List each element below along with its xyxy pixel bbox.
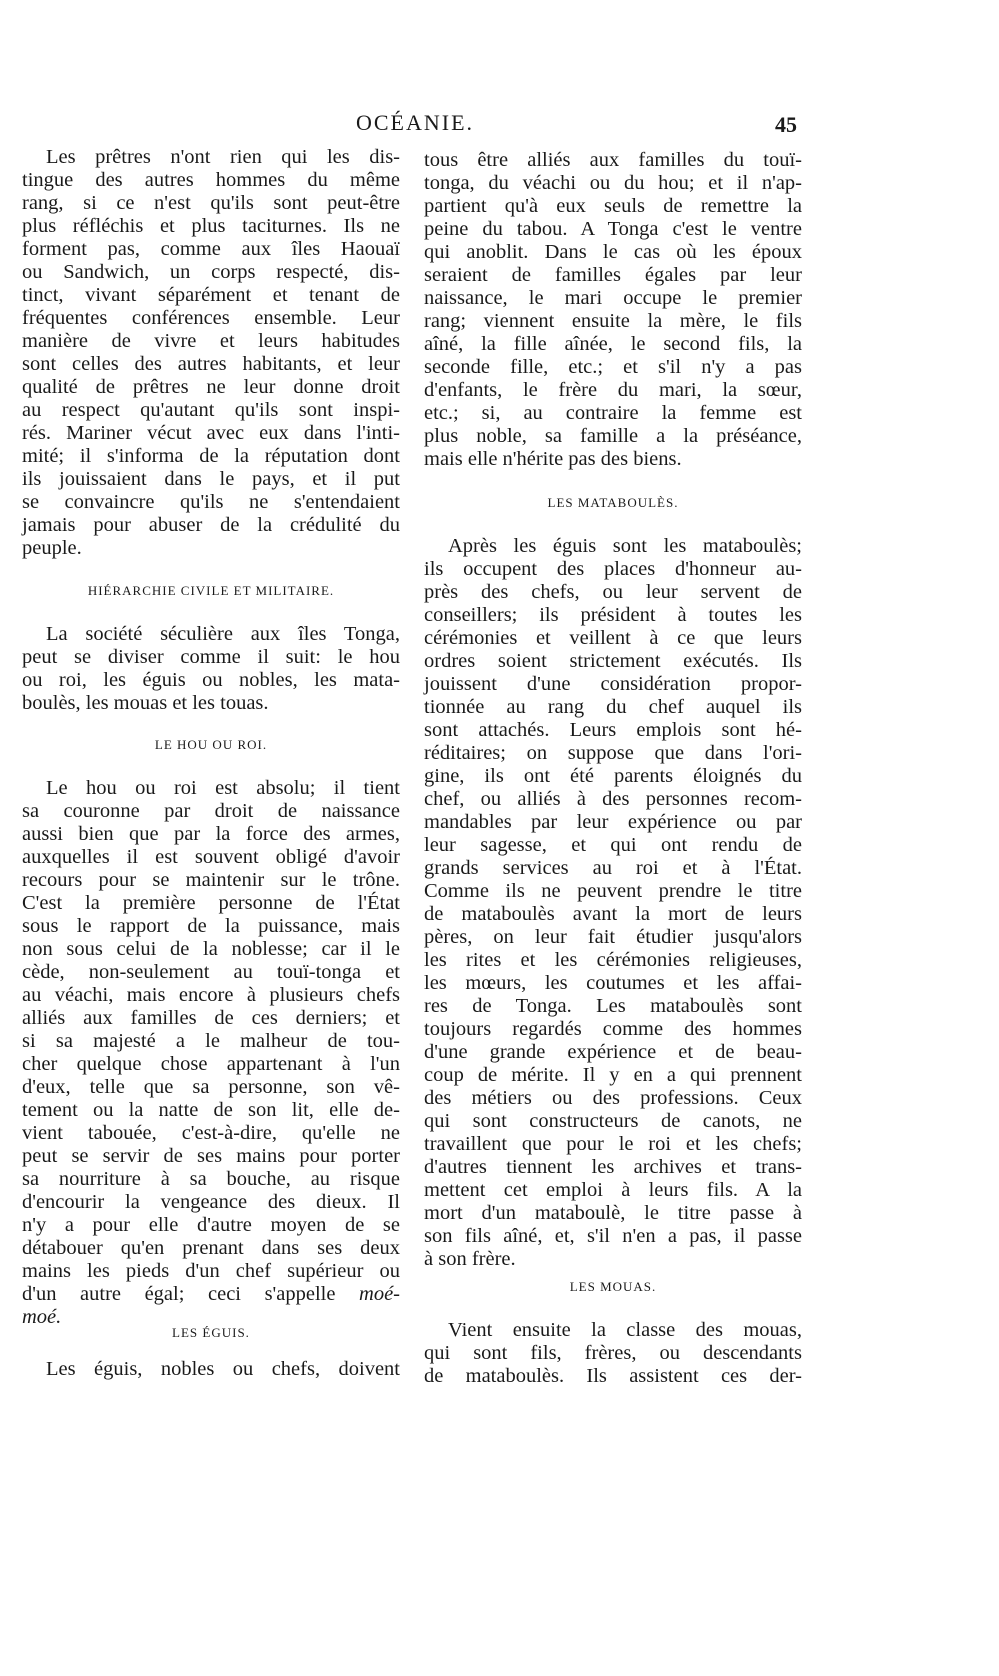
text-line: peuple. <box>22 537 82 559</box>
text-line: sont celles des autres habitants, et leur <box>22 353 400 375</box>
text-line: La société séculière aux îles Tonga, <box>46 623 400 645</box>
text-line: tement ou la natte de son lit, elle de- <box>22 1099 400 1121</box>
text-line: manière de vivre et leurs habitudes <box>22 330 400 352</box>
text-line <box>22 1283 400 1306</box>
text-line: Après les éguis sont les mataboulès; <box>448 535 802 557</box>
text-line: partient qu'à eux seuls de remettre la <box>424 195 802 217</box>
paragraph <box>424 149 802 471</box>
text-line: forment pas, comme aux îles Haouaï <box>22 238 400 260</box>
text-line: peut se diviser comme il suit: le hou <box>22 646 400 668</box>
text-line: cède, non-seulement au touï-tonga et <box>22 961 400 983</box>
text-line: Les éguis, nobles ou chefs, doivent <box>46 1358 400 1380</box>
text-line: ou Sandwich, un corps respecté, dis- <box>22 261 400 283</box>
paragraph <box>22 623 400 715</box>
running-head-title: OCÉANIE. <box>355 110 475 135</box>
text-line: mité; il s'informa de la réputation dont <box>22 445 400 467</box>
section-heading: HIÉRARCHIE CIVILE ET MILITAIRE. <box>87 583 335 598</box>
text-line: tonga, du véachi ou du hou; et il n'ap- <box>424 172 802 194</box>
text-line: boulès, les mouas et les touas. <box>22 692 269 714</box>
text-line: Vient ensuite la classe des mouas, <box>448 1319 802 1341</box>
text-line: qualité de prêtres ne leur donne droit <box>22 376 400 398</box>
text-line: grands services au roi et à l'État. <box>424 857 802 879</box>
text-line: auxquelles il est souvent obligé d'avoir <box>22 846 400 868</box>
text-line: recours pour se maintenir sur le trône. <box>22 869 400 891</box>
text-line: près des chefs, ou leur servent de <box>424 581 802 603</box>
text-line: peine du tabou. A Tonga c'est le ventre <box>424 218 802 240</box>
text-line: ordres soient strictement exécutés. Ils <box>424 650 802 672</box>
text-line: ils occupent des places d'honneur au- <box>424 558 802 580</box>
text-line: sa nourriture à sa bouche, au risque <box>22 1168 400 1190</box>
text-line: cher quelque chose appartenant à l'un <box>22 1053 400 1075</box>
text-line: d'une grande expérience et de beau- <box>424 1041 802 1063</box>
text-line: C'est la première personne de l'État <box>22 892 400 914</box>
text-line: qui anoblit. Dans le cas où les époux <box>424 241 802 263</box>
text-line: gine, ils ont été parents éloignés du <box>424 765 802 787</box>
text-line: réditaires; on suppose que dans l'ori- <box>424 742 802 764</box>
text-line: qui sont fils, frères, ou descendants <box>424 1342 802 1364</box>
paragraph <box>424 1319 802 1388</box>
text-line: n'y a pour elle d'autre moyen de se <box>22 1214 400 1236</box>
text-line: plus noble, sa famille a la préséance, <box>424 425 802 447</box>
text-line: les mœurs, les coutumes et les affai- <box>424 972 802 994</box>
text-line: jamais pour abuser de la crédulité du <box>22 514 400 536</box>
text-line: jouissent d'une considération propor- <box>424 673 802 695</box>
text-line: travaillent que pour le roi et les chefs; <box>424 1133 802 1155</box>
text-line: chef, ou alliés à des personnes recom- <box>424 788 802 810</box>
text-line: sont attachés. Leurs emplois sont hé- <box>424 719 802 741</box>
text-line: alliés aux familles de ces derniers; et <box>22 1007 400 1029</box>
paragraph <box>424 535 802 1271</box>
text-line: mandables par leur expérience ou par <box>424 811 802 833</box>
text-line: tous être alliés aux familles du touï- <box>424 149 802 171</box>
text-line: mettent cet emploi à leurs fils. A la <box>424 1179 802 1201</box>
text-line: d'autres tiennent les archives et trans- <box>424 1156 802 1178</box>
section-heading: LE HOU OU ROI. <box>154 737 268 752</box>
text-line: aussi bien que par la force des armes, <box>22 823 400 845</box>
text-line: de mataboulès. Ils assistent ces der- <box>424 1365 802 1387</box>
text-line: qui sont constructeurs de canots, ne <box>424 1110 802 1132</box>
text-line: d'eux, telle que sa personne, son vê- <box>22 1076 400 1098</box>
text-line: Les prêtres n'ont rien qui les dis- <box>46 146 400 168</box>
text-line: mains les pieds d'un chef supérieur ou <box>22 1260 400 1282</box>
text-line: au respect qu'autant qu'ils sont inspi- <box>22 399 400 421</box>
text-line: ils jouissaient dans le pays, et il put <box>22 468 400 490</box>
section-heading: LES ÉGUIS. <box>172 1325 250 1340</box>
text-line: se convaincre qu'ils ne s'entendaient <box>22 491 400 513</box>
text-line: mort d'un mataboulè, le titre passe à <box>424 1202 802 1224</box>
text-line: res de Tonga. Les mataboulès sont <box>424 995 802 1017</box>
text-line: à son frère. <box>424 1248 516 1270</box>
text-line: coup de mérite. Il y en a qui prennent <box>424 1064 802 1086</box>
section-heading: LES MATABOULÈS. <box>547 495 679 510</box>
text-line: fréquentes conférences ensemble. Leur <box>22 307 400 329</box>
text-line: Le hou ou roi est absolu; il tient <box>46 777 400 799</box>
text-line: pères, on leur fait étudier jusqu'alors <box>424 926 802 948</box>
text-line: seraient de familles égales par leur <box>424 264 802 286</box>
text-line: rang; viennent ensuite la mère, le fils <box>424 310 802 332</box>
text-line: toujours regardés comme des hommes <box>424 1018 802 1040</box>
text-line: vient tabouée, c'est-à-dire, qu'elle ne <box>22 1122 400 1144</box>
text-line: aîné, la fille aînée, le second fils, la <box>424 333 802 355</box>
text-line: si sa majesté a le malheur de tou- <box>22 1030 400 1052</box>
text-line: tionnée au rang du chef auquel ils <box>424 696 802 718</box>
text-line: etc.; si, au contraire la femme est <box>424 402 802 424</box>
text-segment: d'un autre égal; ceci s'appelle <box>22 1283 360 1305</box>
paragraph <box>22 146 400 560</box>
text-line: naissance, le mari occupe le premier <box>424 287 802 309</box>
text-line: rés. Mariner vécut avec eux dans l'inti- <box>22 422 400 444</box>
text-line: seconde fille, etc.; et s'il n'y a pas <box>424 356 802 378</box>
text-line: conseillers; ils président à toutes les <box>424 604 802 626</box>
text-line: Comme ils ne peuvent prendre le titre <box>424 880 802 902</box>
text-line: tingue des autres hommes du même <box>22 169 400 191</box>
text-line: de mataboulès avant la mort de leurs <box>424 903 802 925</box>
italic-term: moé- <box>359 1283 400 1305</box>
text-line: son fils aîné, et, s'il n'en a pas, il passe <box>424 1225 802 1247</box>
text-line: peut se servir de ses mains pour porter <box>22 1145 400 1167</box>
text-line: d'enfants, le frère du mari, la sœur, <box>424 379 802 401</box>
text-line: leur sagesse, et qui ont rendu de <box>424 834 802 856</box>
text-line: au véachi, mais encore à plusieurs chefs <box>22 984 400 1006</box>
text-line: rang, si ce n'est qu'ils sont peut-être <box>22 192 400 214</box>
text-line: mais elle n'hérite pas des biens. <box>424 448 682 470</box>
text-line: ou roi, les éguis ou nobles, les mata- <box>22 669 400 691</box>
text-line: les rites et les cérémonies religieuses, <box>424 949 802 971</box>
text-line: des métiers ou des professions. Ceux <box>424 1087 802 1109</box>
text-line: sa couronne par droit de naissance <box>22 800 400 822</box>
text-line: d'encourir la vengeance des dieux. Il <box>22 1191 400 1213</box>
text-line: détabouer qu'en prenant dans ses deux <box>22 1237 400 1259</box>
text-line: tinct, vivant séparément et tenant de <box>22 284 400 306</box>
text-line: non sous celui de la noblesse; car il le <box>22 938 400 960</box>
paragraph <box>22 1358 400 1381</box>
text-line: sous le rapport de la puissance, mais <box>22 915 400 937</box>
text-line: cérémonies et veillent à ce que leurs <box>424 627 802 649</box>
section-heading: LES MOUAS. <box>569 1279 657 1294</box>
page-number: 45 <box>775 112 797 137</box>
italic-term: moé. <box>22 1306 62 1328</box>
paragraph <box>22 777 400 1329</box>
text-line: plus réfléchis et plus taciturnes. Ils ne <box>22 215 400 237</box>
